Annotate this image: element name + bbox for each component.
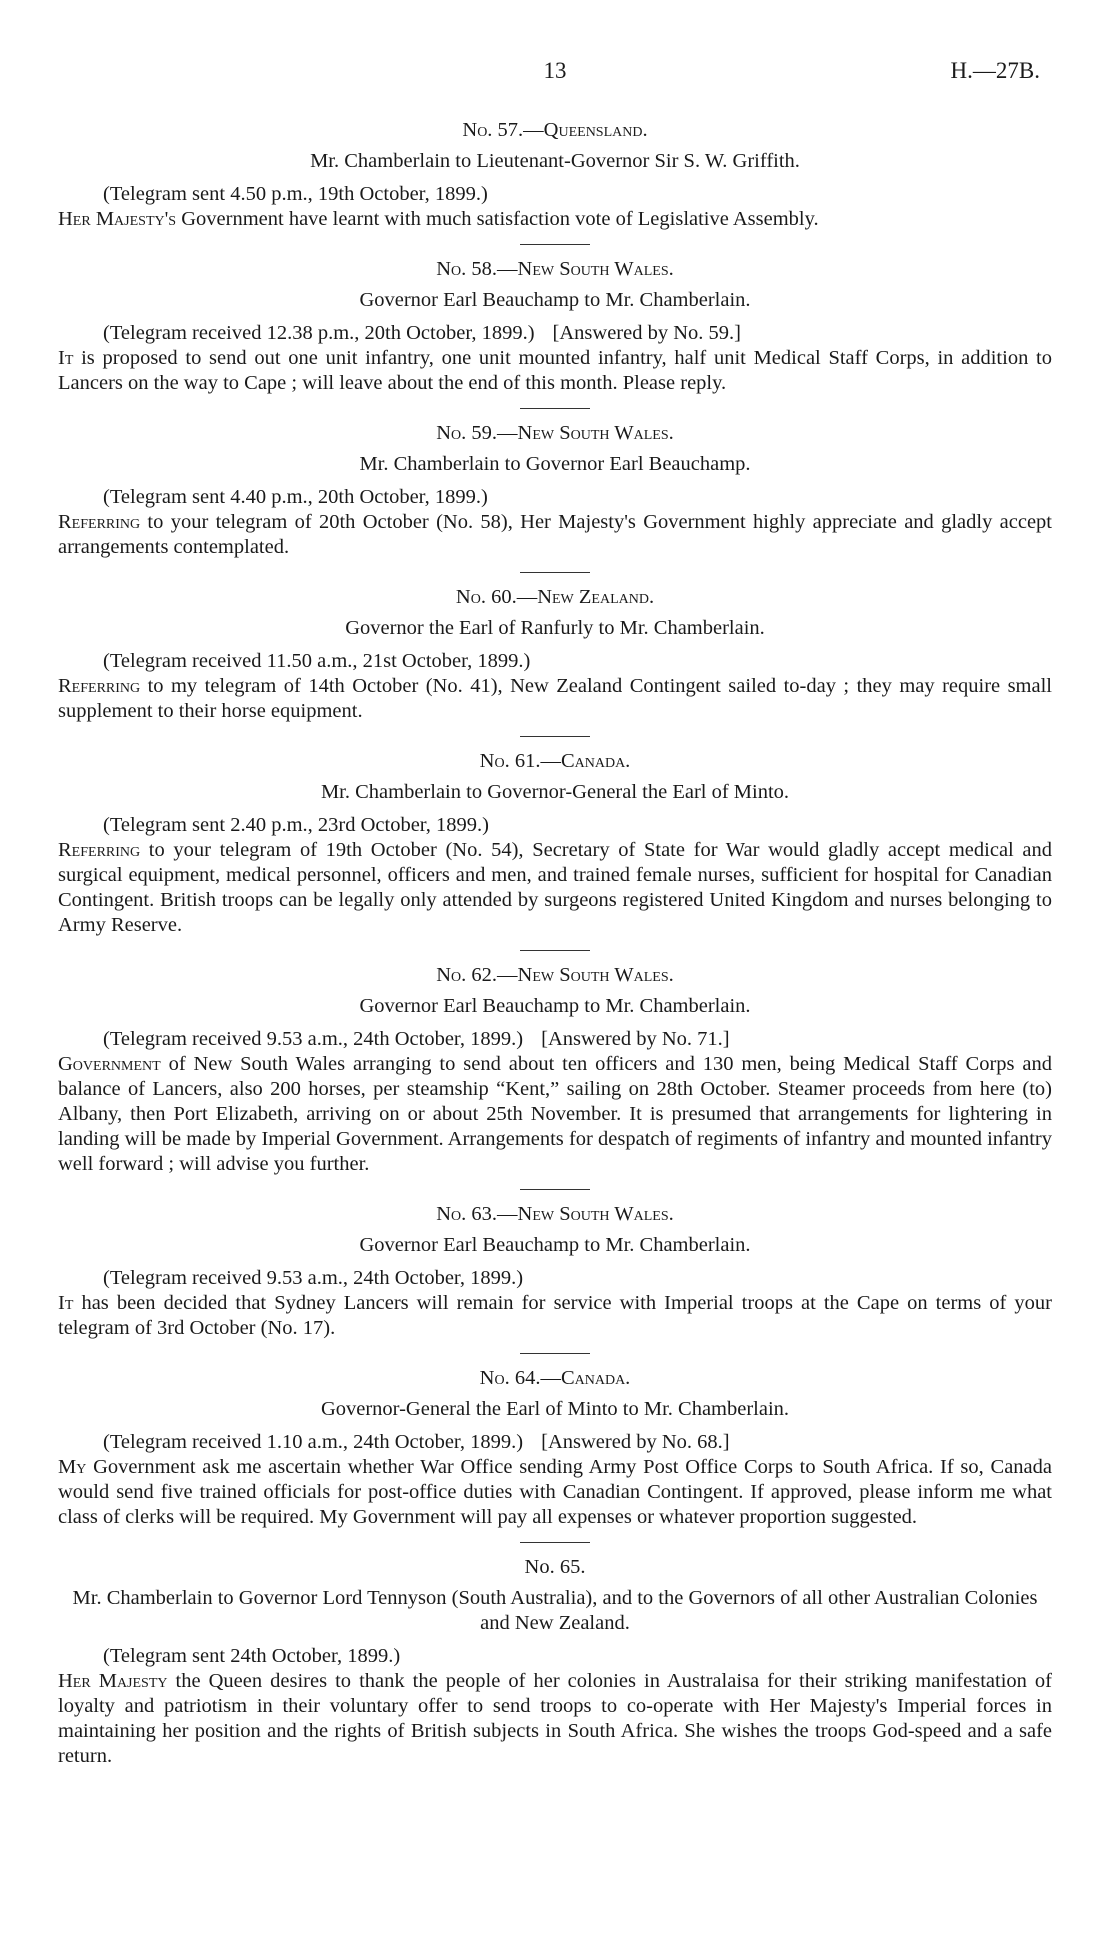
section-divider [520, 1189, 590, 1190]
telegram-number: No. 65. [524, 1556, 586, 1578]
telegram-body [58, 346, 1052, 396]
document-page [58, 58, 1052, 1769]
telegram-date: (Telegram sent 4.40 p.m., 20th October, 1899.) [103, 486, 488, 508]
telegram-date: (Telegram sent 2.40 p.m., 23rd October, 1899.) [103, 814, 490, 836]
body-lead: Her Majesty [58, 1670, 168, 1692]
telegram-date: (Telegram received 1.10 a.m., 24th October, 1899.) [103, 1431, 524, 1453]
body-text: Government have learnt with much satisfaction vote of Legislative Assembly. [176, 208, 819, 230]
answered-note: [Answered by No. 71.] [541, 1028, 730, 1050]
telegram-meta [103, 649, 1052, 674]
telegram-title: Governor-General the Earl of Minto to Mr. Chamberlain. [320, 1398, 790, 1420]
telegram-58 [58, 257, 1052, 396]
body-lead: Her Majesty's [58, 208, 177, 230]
telegram-number: No. 62.—New South Wales. [436, 964, 674, 986]
telegram-60 [58, 585, 1052, 724]
body-lead: My [58, 1456, 87, 1478]
body-lead: Government [58, 1053, 161, 1075]
telegram-number: No. 58.—New South Wales. [436, 258, 674, 280]
page-number: 13 [543, 58, 567, 83]
telegram-date: (Telegram received 9.53 a.m., 24th October, 1899.) [103, 1267, 524, 1289]
body-lead: It [58, 347, 74, 369]
telegram-number: No. 63.—New South Wales. [436, 1203, 674, 1225]
body-lead: Referring [58, 511, 141, 533]
telegram-title: Governor Earl Beauchamp to Mr. Chamberlain. [359, 1234, 751, 1256]
telegram-title: Mr. Chamberlain to Governor-General the Earl of Minto. [320, 781, 790, 803]
telegram-meta [103, 1430, 1052, 1455]
body-text: is proposed to send out one unit infantry, one unit mounted infantry, half unit Medical Staff Corps, in addition to Lancers on the way to Cape ; will leave about the end of this month. Please reply. [58, 347, 1052, 394]
telegram-meta [103, 813, 1052, 838]
body-lead: Referring [58, 839, 141, 861]
telegram-title: Mr. Chamberlain to Governor Lord Tennyson (South Australia), and to the Governors of all other Australian Colonies and New Zealand. [72, 1587, 1038, 1634]
telegram-title: Governor Earl Beauchamp to Mr. Chamberlain. [359, 995, 751, 1017]
telegram-meta [103, 1027, 1052, 1052]
answered-note: [Answered by No. 68.] [541, 1431, 730, 1453]
body-text: to your telegram of 19th October (No. 54), Secretary of State for War would gladly accept medical and surgical equipment, medical personnel, officers and men, and trained female nurses, sufficient for hospital for Canadian Contingent. British troops can be legally only attended by surgeons registered United Kingdom and nurses belonging to Army Reserve. [58, 839, 1052, 936]
telegram-65 [58, 1555, 1052, 1769]
telegram-62 [58, 963, 1052, 1177]
telegram-59 [58, 421, 1052, 560]
telegram-meta [103, 485, 1052, 510]
telegram-body [58, 1669, 1052, 1769]
body-text: of New South Wales arranging to send about ten officers and 130 men, being Medical Staff Corps and balance of Lancers, also 200 horses, per steamship “Kent,” sailing on 28th October. Steamer proceeds from here (to) Albany, then Port Elizabeth, arriving on or about 25th November. It is presumed that arrangements for lightering in landing will be made by Imperial Government. Arrangements for despatch of regiments of infantry and mounted infantry well forward ; will advise you further. [58, 1053, 1052, 1175]
body-text: the Queen desires to thank the people of her colonies in Australaisa for their striking manifestation of loyalty and patriotism in their voluntary offer to send troops to co-operate with Her Majesty's Imperial forces in maintaining her position and the rights of British subjects in South Africa. She wishes the troops God-speed and a safe return. [58, 1670, 1052, 1767]
section-divider [520, 408, 590, 409]
body-lead: Referring [58, 675, 141, 697]
telegram-body [58, 838, 1052, 938]
telegram-body [58, 510, 1052, 560]
page-reference: H.—27B. [950, 58, 1040, 83]
telegram-body [58, 207, 1052, 232]
telegram-61 [58, 749, 1052, 938]
telegram-meta [103, 321, 1052, 346]
telegram-date: (Telegram received 12.38 p.m., 20th October, 1899.) [103, 322, 535, 344]
telegram-63 [58, 1202, 1052, 1341]
section-divider [520, 244, 590, 245]
body-lead: It [58, 1292, 74, 1314]
telegram-body [58, 674, 1052, 724]
telegram-title: Mr. Chamberlain to Lieutenant-Governor Sir S. W. Griffith. [310, 150, 800, 172]
section-divider [520, 1542, 590, 1543]
telegram-meta [103, 1644, 1052, 1669]
section-divider [520, 1353, 590, 1354]
telegram-date: (Telegram received 11.50 a.m., 21st October, 1899.) [103, 650, 531, 672]
telegram-body [58, 1291, 1052, 1341]
body-text: to my telegram of 14th October (No. 41), New Zealand Contingent sailed to-day ; they may require small supplement to their horse equipment. [58, 675, 1052, 722]
telegram-57 [58, 118, 1052, 232]
body-text: has been decided that Sydney Lancers will remain for service with Imperial troops at the Cape on terms of your telegram of 3rd October (No. 17). [58, 1292, 1052, 1339]
section-divider [520, 572, 590, 573]
telegram-number: No. 64.—Canada. [479, 1367, 631, 1389]
telegram-body [58, 1455, 1052, 1530]
telegram-date: (Telegram sent 4.50 p.m., 19th October, 1899.) [103, 183, 488, 205]
section-divider [520, 736, 590, 737]
section-divider [520, 950, 590, 951]
body-text: to your telegram of 20th October (No. 58), Her Majesty's Government highly appreciate and gladly accept arrangements contemplated. [58, 511, 1052, 558]
telegram-number: No. 60.—New Zealand. [455, 586, 655, 608]
telegram-number: No. 59.—New South Wales. [436, 422, 674, 444]
telegram-body [58, 1052, 1052, 1177]
answered-note: [Answered by No. 59.] [552, 322, 741, 344]
telegram-date: (Telegram received 9.53 a.m., 24th October, 1899.) [103, 1028, 524, 1050]
telegram-date: (Telegram sent 24th October, 1899.) [103, 1645, 401, 1667]
telegram-number: No. 61.—Canada. [479, 750, 631, 772]
page-header [58, 58, 1052, 94]
telegram-meta [103, 182, 1052, 207]
telegram-title: Mr. Chamberlain to Governor Earl Beauchamp. [359, 453, 751, 475]
telegram-number: No. 57.—Queensland. [462, 119, 648, 141]
telegram-meta [103, 1266, 1052, 1291]
telegram-title: Governor the Earl of Ranfurly to Mr. Chamberlain. [345, 617, 765, 639]
body-text: Government ask me ascertain whether War Office sending Army Post Office Corps to South Africa. If so, Canada would send five trained officials for post-office duties with Canadian Contingent. If approved, please inform me what class of clerks will be required. My Government will pay all expenses or whatever proportion suggested. [58, 1456, 1052, 1528]
telegram-64 [58, 1366, 1052, 1530]
telegram-title: Governor Earl Beauchamp to Mr. Chamberlain. [359, 289, 751, 311]
